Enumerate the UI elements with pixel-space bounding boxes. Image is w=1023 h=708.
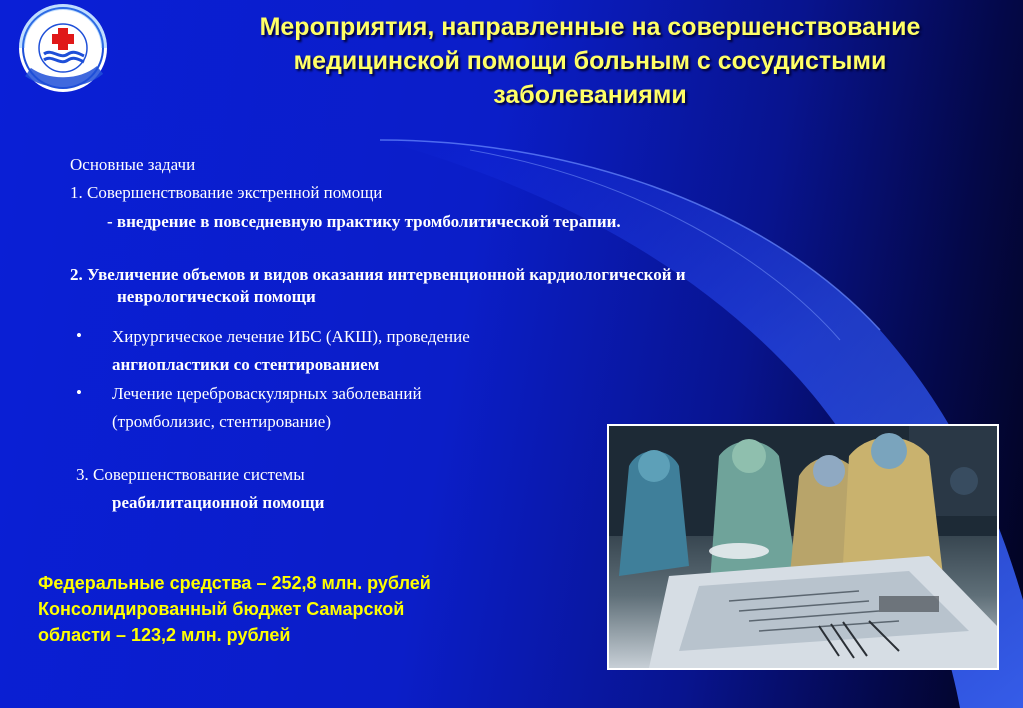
title-line-3: заболеваниями [493, 81, 687, 109]
bullet-2-line-2: (тромболизис, стентирование) [112, 412, 331, 431]
task-1-subitem: - внедрение в повседневную практику тромболитической терапии. [107, 212, 621, 231]
title-line-1: Мероприятия, направленные на совершенствование [259, 13, 921, 41]
health-project-logo [8, 2, 118, 94]
bullet-2-line-1: Лечение цереброваскулярных заболеваний [112, 384, 422, 403]
tasks-heading: Основные задачи [70, 155, 196, 174]
surgery-photo [607, 424, 999, 670]
funding-regional-line-2: области – 123,2 млн. рублей [38, 625, 291, 645]
task-2-line-1: 2. Увеличение объемов и видов оказания интервенционной кардиологической и [70, 265, 686, 284]
bullet-dot-icon: • [76, 383, 82, 402]
bullet-1-line-1: Хирургическое лечение ИБС (АКШ), проведение [112, 327, 470, 346]
task-3-line-1: 3. Совершенствование системы [76, 465, 305, 484]
task-1: 1. Совершенствование экстренной помощи [70, 183, 383, 202]
task-2-line-2: неврологической помощи [117, 287, 316, 306]
task-3-line-2: реабилитационной помощи [112, 493, 325, 512]
slide-title [160, 10, 1020, 112]
funding-federal: Федеральные средства – 252,8 млн. рублей [38, 573, 431, 593]
title-line-2: медицинской помощи больным с сосудистыми [293, 47, 887, 75]
bullet-1-line-2: ангиопластики со стентированием [112, 355, 380, 374]
bullet-dot-icon: • [76, 326, 82, 345]
funding-regional-line-1: Консолидированный бюджет Самарской [38, 599, 405, 619]
